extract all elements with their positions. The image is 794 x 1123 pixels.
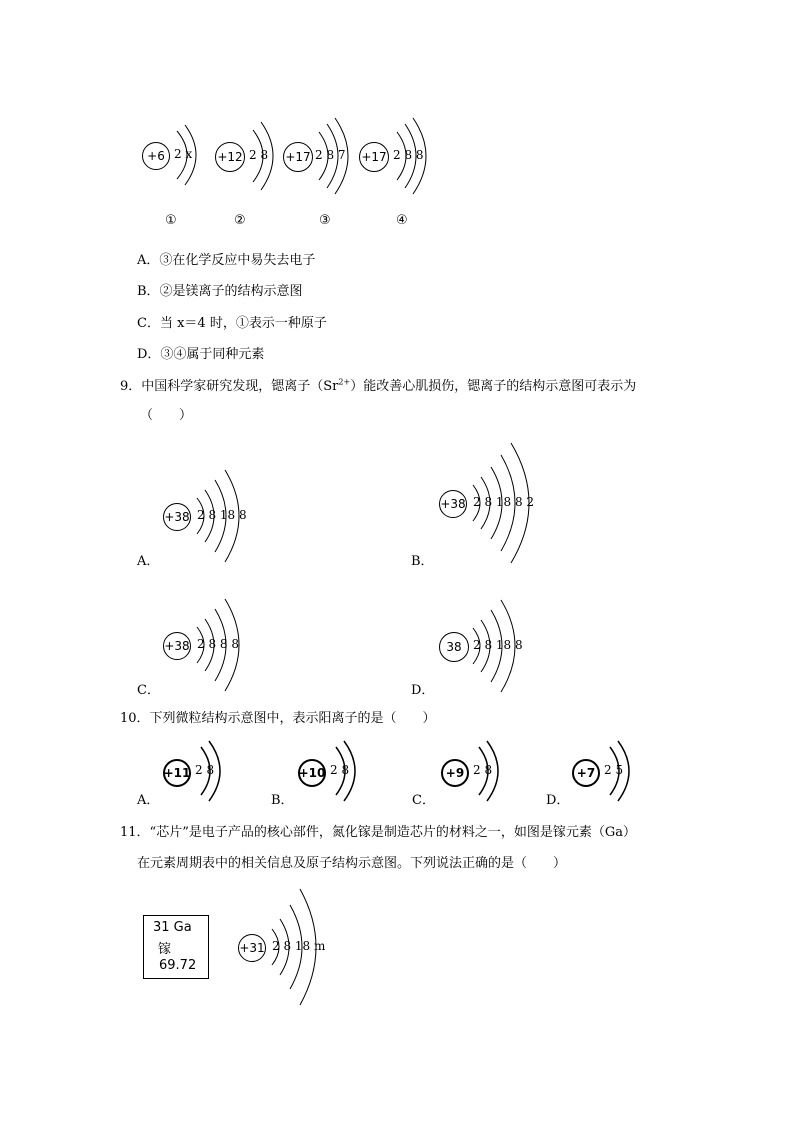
shell-arcs [177,466,267,566]
q8-option-d[interactable]: D．③④属于同种元素 [137,347,265,362]
shell-arcs [229,122,289,190]
q8-label-1: ① [165,213,177,228]
q9-stem [120,375,636,394]
shell-arcs [453,596,543,696]
q8-option-a[interactable]: A．③在化学反应中易失去电子 [137,253,316,268]
shell-arcs [177,595,267,695]
nucleus: +31 [238,934,266,962]
electron-shells: 2 8 [249,148,269,162]
shell-arcs [310,741,370,801]
shell-arcs [453,443,563,563]
q8-option-c[interactable]: C．当 x＝4 时，①表示一种原子 [137,316,327,331]
q11-stem-line2: 在元素周期表中的相关信息及原子结构示意图。下列说法正确的是（ ） [137,856,567,871]
electron-shells: 2 8 [473,763,493,777]
nucleus: +38 [439,490,467,518]
atomic-number-symbol: 31 Ga [153,920,192,935]
nucleus: +10 [298,759,326,787]
q9-answer-paren: （ ） [140,408,193,423]
electron-shells: 2 8 [195,763,215,777]
electron-shells: 2 8 18 m [272,939,326,953]
nucleus: +12 [215,142,245,172]
shell-arcs [453,741,513,801]
q8-label-3: ③ [319,213,331,228]
q9-stem-after: ）能改善心肌损伤，锶离子的结构示意图可表示为 [350,379,637,394]
electron-shells: 2 8 [330,763,350,777]
element-name: 镓 [158,942,172,957]
q11-stem-line1: 11．“芯片”是电子产品的核心部件，氮化镓是制造芯片的材料之一，如图是镓元素（Ga） [120,825,636,840]
periodic-table-cell [143,915,209,979]
nucleus: +6 [142,142,170,170]
nucleus: +38 [163,503,191,531]
q10-stem: 10．下列微粒结构示意图中，表示阳离子的是（ ） [120,711,436,726]
shell-arcs [295,118,365,194]
electron-shells: 2 8 18 8 [197,508,247,522]
q9-option-a-label[interactable]: A． [137,554,160,569]
q9-option-c-label[interactable]: C． [137,683,160,698]
q10-option-a-label[interactable]: A． [137,793,160,808]
nucleus: +17 [283,142,313,172]
q9-option-d-label[interactable]: D． [411,683,435,698]
electron-shells: 2 5 [604,763,624,777]
q9-stem-sup: 2+ [338,377,351,387]
q9-stem-before: 9．中国科学家研究发现，锶离子（Sr [120,379,339,394]
q8-label-2: ② [234,213,246,228]
shell-arcs [155,125,215,185]
nucleus: +17 [359,142,389,172]
nucleus: +11 [163,759,191,787]
q10-option-c-label[interactable]: C． [412,793,435,808]
electron-shells: 2 8 8 8 [197,637,239,651]
electron-shells: 2 8 18 8 [473,638,523,652]
electron-shells: 2 8 8 [393,148,424,162]
q10-option-d-label[interactable]: D． [546,793,570,808]
nucleus: +7 [572,759,600,787]
shell-arcs [373,118,445,194]
electron-shells: 2 8 18 8 2 [473,495,535,509]
atomic-mass: 69.72 [159,958,197,973]
electron-shells: 2 8 7 [315,148,346,162]
nucleus: 38 [439,632,469,662]
q9-option-b-label[interactable]: B． [411,554,434,569]
shell-arcs [175,741,235,801]
nucleus: +9 [441,759,469,787]
electron-shells: 2 x [174,147,193,161]
shell-arcs [584,741,644,801]
q10-option-b-label[interactable]: B． [271,793,294,808]
q8-option-b[interactable]: B．②是镁离子的结构示意图 [137,284,303,299]
nucleus: +38 [163,632,191,660]
shell-arcs [252,887,352,1007]
q8-label-4: ④ [396,213,408,228]
